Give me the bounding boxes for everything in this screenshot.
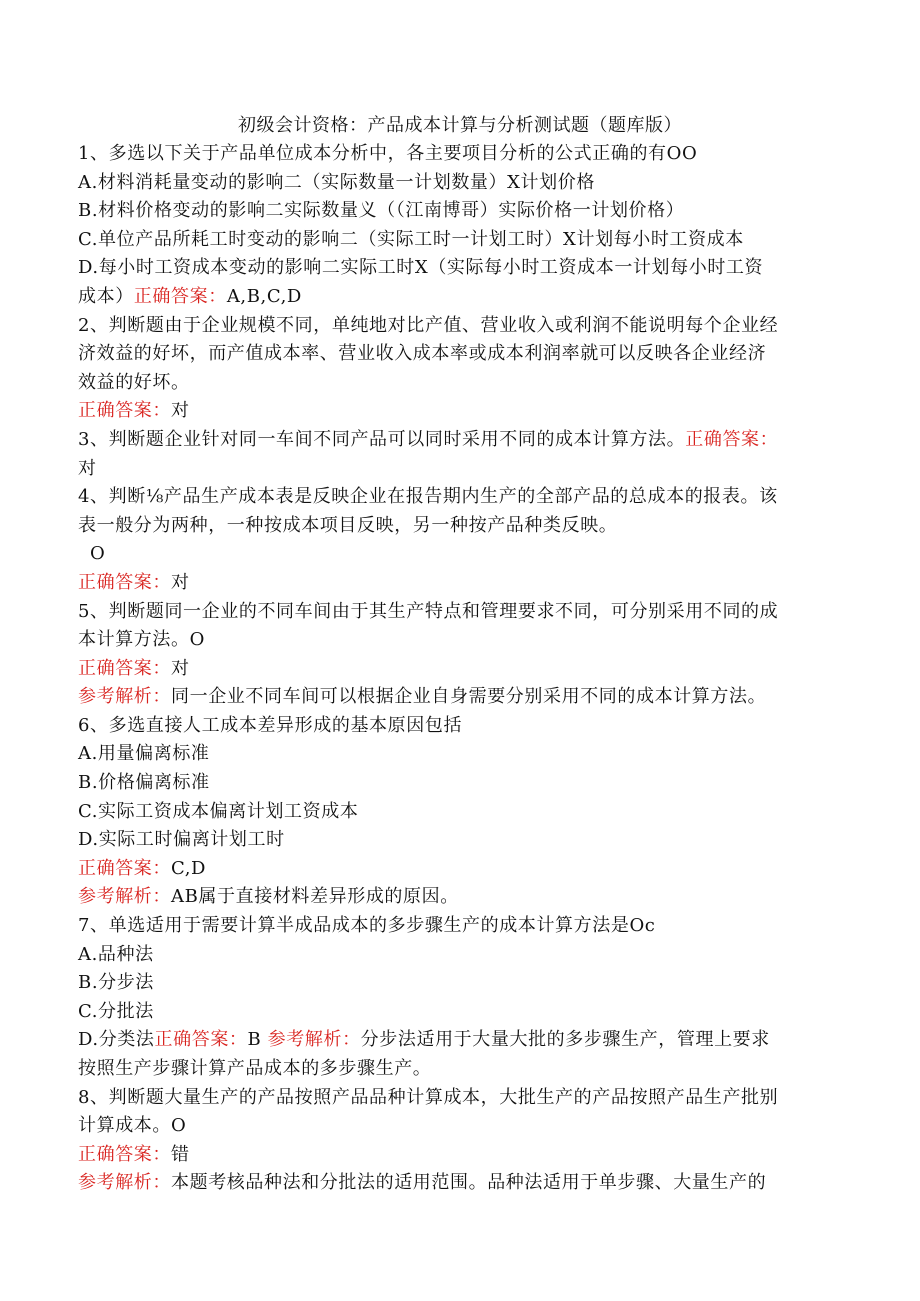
text-line bbox=[78, 512, 848, 541]
text-line bbox=[78, 197, 848, 226]
text-line bbox=[78, 455, 848, 484]
text-line bbox=[78, 712, 848, 741]
text-segment: D.分类法 bbox=[78, 1029, 155, 1051]
document-body bbox=[78, 140, 848, 1198]
text-segment: 8、判断题大量生产的产品按照产品品种计算成本，大批生产的产品按照产品生产批别 bbox=[78, 1086, 779, 1108]
text-segment: A.品种法 bbox=[78, 943, 154, 965]
text-line bbox=[78, 1084, 848, 1113]
text-segment: 对 bbox=[78, 457, 97, 479]
text-segment: A.材料消耗量变动的影响二（实际数量一计划数量）X计划价格 bbox=[78, 171, 595, 193]
text-line bbox=[78, 598, 848, 627]
text-segment: B.价格偏离标准 bbox=[78, 772, 210, 794]
text-segment: 3、判断题企业针对同一车间不同产品可以同时采用不同的成本计算方法。 bbox=[78, 428, 686, 450]
text-line bbox=[78, 1055, 848, 1084]
answer-label: 参考解析： bbox=[267, 1029, 361, 1051]
text-segment: A,B,C,D bbox=[226, 285, 302, 307]
text-segment: 7、单选适用于需要计算半成品成本的多步骤生产的成本计算方法是Oc bbox=[78, 915, 656, 937]
text-line bbox=[78, 540, 848, 569]
text-segment: 对 bbox=[171, 400, 190, 422]
answer-label: 参考解析： bbox=[78, 1172, 171, 1194]
text-segment: 5、判断题同一企业的不同车间由于其生产特点和管理要求不同，可分别采用不同的成 bbox=[78, 600, 779, 622]
text-segment: 2、判断题由于企业规模不同，单纯地对比产值、营业收入或利润不能说明每个企业经 bbox=[78, 314, 779, 336]
text-line bbox=[78, 655, 848, 684]
text-line bbox=[78, 140, 848, 169]
text-line bbox=[78, 312, 848, 341]
text-segment: B bbox=[247, 1029, 268, 1051]
text-line bbox=[78, 569, 848, 598]
text-segment: 分步法适用于大量大批的多步骤生产，管理上要求 bbox=[360, 1029, 770, 1051]
text-line bbox=[78, 855, 848, 884]
text-segment: 济效益的好坏，而产值成本率、营业收入成本率或成本利润率就可以反映各企业经济 bbox=[78, 343, 767, 365]
text-line bbox=[78, 254, 848, 283]
text-segment: 成本） bbox=[78, 285, 134, 307]
text-segment: D.每小时工资成本变动的影响二实际工时X（实际每小时工资成本一计划每小时工资 bbox=[78, 257, 764, 279]
answer-label: 正确答案： bbox=[154, 1029, 248, 1051]
text-line bbox=[78, 626, 848, 655]
text-line bbox=[78, 397, 848, 426]
text-line bbox=[78, 1112, 848, 1141]
text-segment: 4、判断⅛产品生产成本表是反映企业在报告期内生产的全部产品的总成本的报表。该 bbox=[78, 486, 778, 508]
text-segment: 对 bbox=[171, 571, 190, 593]
answer-label: 参考解析： bbox=[78, 686, 171, 708]
text-segment: 按照生产步骤计算产品成本的多步骤生产。 bbox=[78, 1058, 432, 1079]
text-segment: A.用量偏离标准 bbox=[78, 743, 210, 765]
text-line bbox=[78, 740, 848, 769]
text-segment: 本题考核品种法和分批法的适用范围。品种法适用于单步骤、大量生产的 bbox=[171, 1172, 767, 1194]
text-segment: O bbox=[90, 543, 106, 565]
text-line bbox=[78, 798, 848, 827]
text-line bbox=[78, 226, 848, 255]
text-line bbox=[78, 340, 848, 369]
text-segment: C.实际工资成本偏离计划工资成本 bbox=[78, 800, 359, 822]
text-segment: 1、多选以下关于产品单位成本分析中，各主要项目分析的公式正确的有OO bbox=[78, 143, 698, 164]
answer-label: 正确答案： bbox=[685, 428, 779, 450]
text-line bbox=[78, 683, 848, 712]
answer-label: 正确答案： bbox=[133, 285, 227, 307]
text-segment: 错 bbox=[171, 1143, 190, 1165]
text-line bbox=[78, 283, 848, 312]
text-line bbox=[78, 1026, 848, 1055]
text-line bbox=[78, 826, 848, 855]
text-segment: 表一般分为两种，一种按成本项目反映，另一种按产品种类反映。 bbox=[78, 514, 618, 536]
text-line bbox=[78, 883, 848, 912]
text-line bbox=[78, 169, 848, 198]
text-line bbox=[78, 426, 848, 455]
text-segment: 同一企业不同车间可以根据企业自身需要分别采用不同的成本计算方法。 bbox=[171, 686, 767, 708]
text-segment: C,D bbox=[171, 857, 207, 879]
answer-label: 正确答案： bbox=[78, 571, 171, 593]
text-segment: D.实际工时偏离计划工时 bbox=[78, 829, 285, 851]
text-segment: 对 bbox=[171, 657, 190, 679]
answer-label: 参考解析： bbox=[78, 886, 171, 908]
text-line bbox=[78, 941, 848, 970]
text-line bbox=[78, 483, 848, 512]
document-title: 初级会计资格：产品成本计算与分析测试题（题库版） bbox=[238, 115, 682, 136]
text-line bbox=[78, 1169, 848, 1198]
answer-label: 正确答案： bbox=[78, 1143, 171, 1165]
answer-label: 正确答案： bbox=[78, 657, 171, 679]
text-segment: B.分步法 bbox=[78, 972, 154, 994]
text-segment: 本计算方法。O bbox=[78, 629, 205, 651]
text-line bbox=[78, 1141, 848, 1170]
text-line bbox=[78, 769, 848, 798]
answer-label: 正确答案： bbox=[78, 400, 171, 422]
text-segment: C.分批法 bbox=[78, 1000, 154, 1022]
text-line bbox=[78, 998, 848, 1027]
text-segment: C.单位产品所耗工时变动的影响二（实际工时一计划工时）X计划每小时工资成本 bbox=[78, 228, 744, 250]
text-segment: 计算成本。O bbox=[78, 1115, 187, 1137]
text-line bbox=[78, 369, 848, 398]
answer-label: 正确答案： bbox=[78, 857, 171, 879]
text-line bbox=[78, 912, 848, 941]
text-segment: 6、多选直接人工成本差异形成的基本原因包括 bbox=[78, 714, 463, 736]
text-segment: 效益的好坏。 bbox=[78, 371, 190, 393]
text-line bbox=[78, 969, 848, 998]
text-segment: AB属于直接材料差异形成的原因。 bbox=[171, 886, 459, 908]
text-segment: B.材料价格变动的影响二实际数量义（（江南博哥）实际价格一计划价格） bbox=[78, 200, 685, 222]
